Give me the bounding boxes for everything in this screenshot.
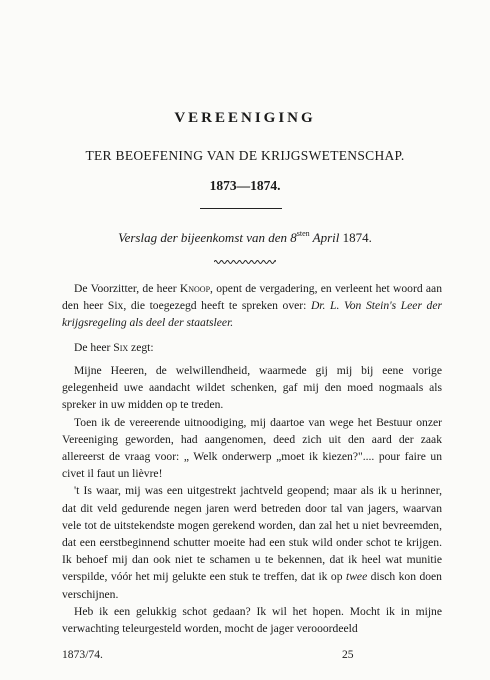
intro-text-a: De Voorzitter, de heer: [74, 282, 180, 295]
speech-body: [62, 362, 442, 637]
lecture-topic: Dr. L. Von Stein's Leer der krijgsregeling als deel der staatsleer.: [62, 299, 442, 330]
society-subtitle: TER BEOEFENING VAN DE KRIJGSWETENSCHAP.: [85, 148, 405, 163]
report-prefix: Verslag der bijeenkomst van den 8: [118, 230, 297, 245]
speaker-text-a: De heer: [74, 341, 114, 354]
title-rule: [200, 208, 282, 209]
speech-paragraph-1: Mijne Heeren, de welwillendheid, waarmede gij mij bij eene vorige gelegenheid uwe aandacht wildet schenken, gaf mij den moed nogmaals als spreker in uw midden op te treden.: [62, 364, 442, 412]
report-superscript: sten: [296, 229, 310, 238]
report-heading: [0, 229, 490, 246]
chairman-name: Knoop: [179, 282, 211, 295]
speech-p3-italic: twee: [345, 570, 368, 584]
report-year: 1874.: [342, 230, 372, 245]
speech-paragraph-4: Heb ik een gelukkig schot gedaan? Ik wil het hopen. Mocht ik in mijne verwachting teleurgesteld worden, mocht de jager verooordeeld: [62, 604, 442, 636]
report-month: April: [309, 230, 343, 245]
ornament-wave: [214, 259, 276, 265]
intro-text-b: , opent de vergadering, en verleent het woord aan den heer Six, die toegezegd heeft te spreken over:: [62, 282, 442, 313]
speaker-name: Six: [113, 341, 129, 354]
society-title: VEREENIGING: [174, 110, 316, 126]
intro-paragraph: [62, 280, 442, 332]
page-number: 25: [342, 648, 354, 661]
speech-p3-end: disch kon doen verschijnen.: [62, 570, 442, 601]
speech-paragraph-2: Toen ik de vereerende uitnoodiging, mij daartoe van wege het Bestuur onzer Vereeniging geworden, had aangenomen, deed zich uit den aard der zaak allereerst de vraag voor: „ Welk onderwerp „moet ik kiezen?".... pour faire un civet il faut un lièvre!: [62, 415, 442, 481]
speech-p3-text: 't Is waar, mij was een uitgestrekt jachtveld geopend; maar als ik u herinner, dat dit veld gedurende negen jaren werd betreden door tal van jagers, waarvan vele tot de uitstekendste mogen gerekend worden, dan zal het u niet bevreemden, dat een eerstbeginnend schutter moeite had een stuk wild onder schot te krijgen. Ik behoef mij dan ook niet te schamen u te bekennen, dat ik heel wat munitie verspilde, vóór het mij gelukte een stuk te treffen, dat ik op: [62, 484, 442, 584]
speaker-text-b: zegt:: [128, 341, 154, 354]
society-years: 1873—1874.: [209, 178, 281, 193]
page-footer: [62, 648, 358, 661]
signature-mark: 1873/74.: [62, 648, 103, 661]
speaker-paragraph: [62, 339, 442, 356]
speech-paragraph-3: [62, 482, 442, 602]
